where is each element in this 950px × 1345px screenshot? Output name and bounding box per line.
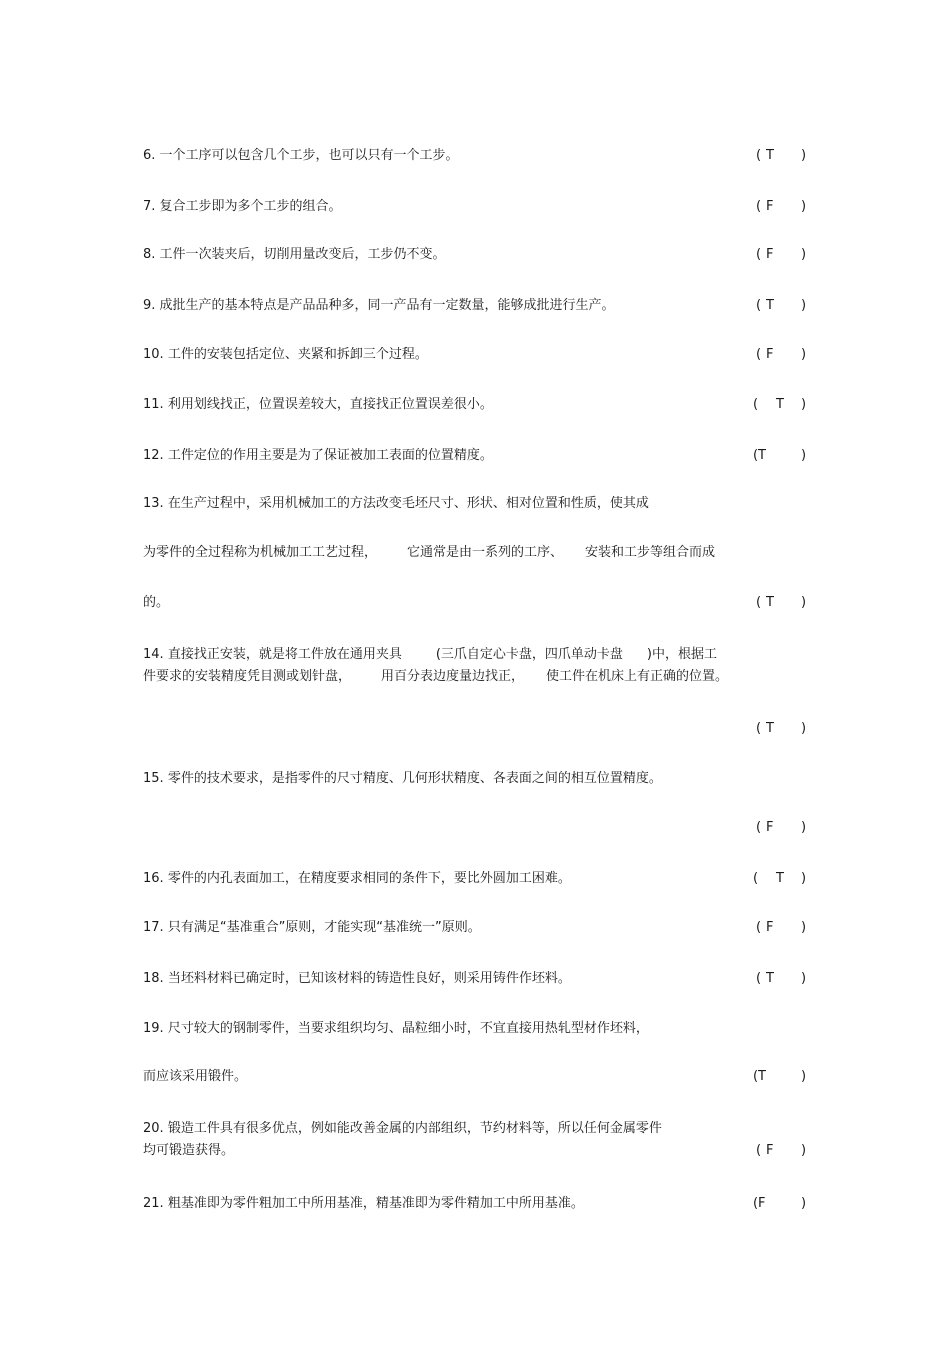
paren-close: ) xyxy=(801,448,807,463)
paren-open: ( xyxy=(753,397,759,412)
question-text: 它通常是由一系列的工序、 xyxy=(407,545,564,560)
question-text: 成批生产的基本特点是产品品种多，同一产品有一定数量，能够成批进行生产。 xyxy=(159,298,615,313)
question-text: 用百分表边度量边找正， xyxy=(381,669,525,684)
question-text: 零件的技术要求，是指零件的尺寸精度、几何形状精度、各表面之间的相互位置精度。 xyxy=(167,771,662,786)
paren-close: ) xyxy=(801,347,807,362)
paren-close: ) xyxy=(801,1196,807,1211)
question-text: 而应该采用锻件。 xyxy=(143,1069,248,1084)
question-7 xyxy=(143,199,743,215)
paren-open: ( xyxy=(756,595,762,610)
answer-value: T xyxy=(776,871,784,886)
question-number: 13. xyxy=(143,496,164,511)
question-15 xyxy=(143,771,743,787)
paren-close: ) xyxy=(801,595,807,610)
question-text: 工件的安装包括定位、夹紧和拆卸三个过程。 xyxy=(167,347,428,362)
question-19-line-2 xyxy=(143,1069,743,1085)
question-number: 9. xyxy=(143,298,156,313)
paren-open: ( xyxy=(756,1143,762,1158)
question-number: 11. xyxy=(143,397,164,412)
question-number: 18. xyxy=(143,971,164,986)
answer-value: T xyxy=(758,448,766,463)
question-number: 16. xyxy=(143,871,164,886)
question-text: 安装和工步等组合而成 xyxy=(585,545,716,560)
question-20-line-1 xyxy=(143,1121,743,1137)
question-number: 8. xyxy=(143,247,156,262)
paren-open: ( xyxy=(753,871,759,886)
question-19-line-1 xyxy=(143,1021,743,1037)
paren-open: ( xyxy=(756,920,762,935)
answer-value: F xyxy=(766,920,774,935)
answer-value: F xyxy=(766,820,774,835)
paren-close: ) xyxy=(801,397,807,412)
answer-value: T xyxy=(766,595,774,610)
question-21 xyxy=(143,1196,743,1212)
question-text: 粗基准即为零件粗加工中所用基准，精基准即为零件精加工中所用基准。 xyxy=(167,1196,584,1211)
question-14-line-2 xyxy=(143,669,803,685)
paren-open: ( xyxy=(756,820,762,835)
question-text: (三爪自定心卡盘，四爪单动卡盘 xyxy=(435,647,623,662)
paren-close: ) xyxy=(801,247,807,262)
paren-close: ) xyxy=(801,199,807,214)
question-14-line-1 xyxy=(143,647,803,663)
question-text: 均可锻造获得。 xyxy=(143,1143,235,1158)
paren-close: ) xyxy=(801,1143,807,1158)
answer-value: F xyxy=(766,347,774,362)
question-number: 14. xyxy=(143,647,164,662)
question-number: 21. xyxy=(143,1196,164,1211)
question-text: 一个工序可以包含几个工步，也可以只有一个工步。 xyxy=(159,148,459,163)
question-text: 复合工步即为多个工步的组合。 xyxy=(159,199,342,214)
answer-value: F xyxy=(766,1143,774,1158)
answer-value: T xyxy=(776,397,784,412)
question-13-line-2 xyxy=(143,545,793,561)
question-11 xyxy=(143,397,743,413)
paren-close: ) xyxy=(801,820,807,835)
question-text: 直接找正安装，就是将工件放在通用夹具 xyxy=(167,647,402,662)
question-number: 19. xyxy=(143,1021,164,1036)
paren-open: ( xyxy=(753,1196,759,1211)
paren-open: ( xyxy=(753,1069,759,1084)
question-text: 尺寸较大的钢制零件，当要求组织均匀、晶粒细小时，不宜直接用热轧型材作坯料， xyxy=(167,1021,649,1036)
question-text: 工件一次装夹后，切削用量改变后，工步仍不变。 xyxy=(159,247,446,262)
question-number: 15. xyxy=(143,771,164,786)
answer-value: F xyxy=(766,247,774,262)
paren-open: ( xyxy=(756,148,762,163)
answer-value: T xyxy=(766,298,774,313)
question-10 xyxy=(143,347,743,363)
paren-close: ) xyxy=(801,721,807,736)
question-text: 为零件的全过程称为机械加工工艺过程， xyxy=(143,545,378,560)
question-text: 件要求的安装精度凭目测或划针盘， xyxy=(143,669,352,684)
question-text: 零件的内孔表面加工，在精度要求相同的条件下，要比外圆加工困难。 xyxy=(167,871,571,886)
answer-value: T xyxy=(766,148,774,163)
answer-value: T xyxy=(758,1069,766,1084)
paren-open: ( xyxy=(756,199,762,214)
question-text: 只有满足“基准重合”原则，才能实现“基准统一”原则。 xyxy=(167,920,481,935)
answer-value: T xyxy=(766,971,774,986)
answer-value: T xyxy=(766,721,774,736)
question-number: 6. xyxy=(143,148,156,163)
paren-open: ( xyxy=(756,971,762,986)
question-text: 工件定位的作用主要是为了保证被加工表面的位置精度。 xyxy=(167,448,493,463)
question-text: 锻造工件具有很多优点，例如能改善金属的内部组织，节约材料等，所以任何金属零件 xyxy=(167,1121,662,1136)
question-text: 当坯料材料已确定时，已知该材料的铸造性良好，则采用铸件作坯料。 xyxy=(167,971,571,986)
question-number: 17. xyxy=(143,920,164,935)
question-number: 20. xyxy=(143,1121,164,1136)
paren-close: ) xyxy=(801,298,807,313)
question-text: 的。 xyxy=(143,595,170,610)
question-number: 10. xyxy=(143,347,164,362)
question-number: 7. xyxy=(143,199,156,214)
question-20-line-2 xyxy=(143,1143,743,1159)
question-13-line-3 xyxy=(143,595,743,611)
question-number: 12. xyxy=(143,448,164,463)
paren-open: ( xyxy=(756,298,762,313)
question-12 xyxy=(143,448,743,464)
answer-value: F xyxy=(758,1196,766,1211)
question-text: 使工件在机床上有正确的位置。 xyxy=(546,669,729,684)
question-17 xyxy=(143,920,743,936)
question-8 xyxy=(143,247,743,263)
question-16 xyxy=(143,871,743,887)
question-18 xyxy=(143,971,743,987)
question-text: 利用划线找正，位置误差较大，直接找正位置误差很小。 xyxy=(167,397,493,412)
paren-close: ) xyxy=(801,920,807,935)
paren-open: ( xyxy=(753,448,759,463)
question-text: )中，根据工 xyxy=(646,647,717,662)
question-text: 在生产过程中，采用机械加工的方法改变毛坯尺寸、形状、相对位置和性质，使其成 xyxy=(167,496,649,511)
question-9 xyxy=(143,298,743,314)
paren-open: ( xyxy=(756,247,762,262)
paren-open: ( xyxy=(756,347,762,362)
question-6 xyxy=(143,148,743,164)
paren-close: ) xyxy=(801,971,807,986)
paren-close: ) xyxy=(801,148,807,163)
paren-open: ( xyxy=(756,721,762,736)
question-13-line-1 xyxy=(143,496,743,512)
paren-close: ) xyxy=(801,1069,807,1084)
answer-value: F xyxy=(766,199,774,214)
paren-close: ) xyxy=(801,871,807,886)
